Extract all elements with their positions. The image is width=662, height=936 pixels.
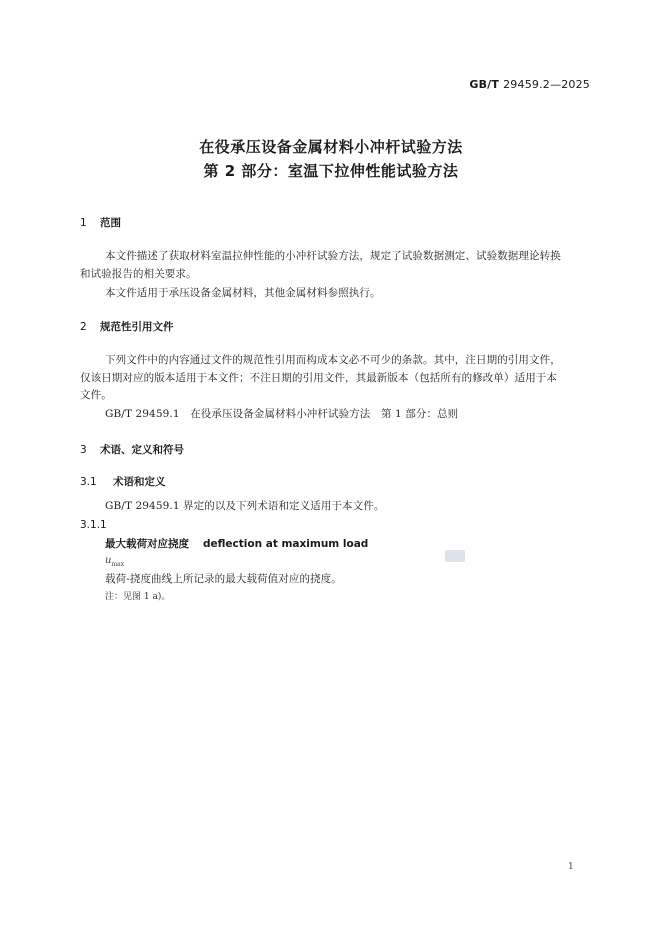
term-definition: 载荷-挠度曲线上所记录的最大载荷值对应的挠度。 [105, 573, 342, 585]
subsection-3-1-title: 术语和定义 [113, 476, 166, 488]
term-english: deflection at maximum load [203, 538, 369, 550]
term-number: 3.1.1 [80, 519, 107, 531]
normative-paragraph-line2: 仅该日期对应的版本适用于本文件；不注日期的引用文件，其最新版本（包括所有的修改单）适用于本 [80, 372, 557, 384]
section-1-heading [80, 215, 121, 230]
section-1-title: 范围 [100, 217, 121, 229]
section-1-number: 1 [80, 217, 87, 229]
section-2-title: 规范性引用文件 [100, 321, 174, 333]
subsection-3-1-number: 3.1 [80, 476, 97, 488]
standard-number [469, 78, 590, 91]
term-symbol-base: u [105, 555, 112, 566]
term-heading [105, 536, 368, 551]
subsection-3-1-heading [80, 474, 166, 489]
scope-paragraph-1-line1: 本文件描述了获取材料室温拉伸性能的小冲杆试验方法，规定了试验数据测定、试验数据理论转换 [105, 250, 561, 262]
scope-paragraph-2: 本文件适用于承压设备金属材料，其他金属材料参照执行。 [105, 287, 381, 299]
section-3-title: 术语、定义和符号 [100, 444, 184, 456]
normative-paragraph-line1: 下列文件中的内容通过文件的规范性引用而构成本文必不可少的条款。其中，注日期的引用文件， [105, 354, 561, 366]
page-number: 1 [568, 862, 574, 872]
watermark-stamp [445, 550, 465, 562]
term-symbol-subscript: max [111, 561, 125, 568]
document-title-line2: 第 2 部分：室温下拉伸性能试验方法 [203, 162, 459, 180]
section-3-number: 3 [80, 444, 87, 456]
terms-intro-paragraph: GB/T 29459.1 界定的以及下列术语和定义适用于本文件。 [105, 500, 385, 512]
document-title-line1: 在役承压设备金属材料小冲杆试验方法 [199, 138, 463, 156]
standard-code: 29459.2—2025 [503, 78, 590, 91]
term-chinese: 最大载荷对应挠度 [105, 538, 189, 550]
normative-paragraph-line3: 文件。 [80, 389, 112, 401]
section-3-heading [80, 442, 184, 457]
scope-paragraph-1-line2: 和试验报告的相关要求。 [80, 268, 197, 280]
standard-prefix: GB/T [469, 78, 500, 91]
term-note: 注：见图 1 a)。 [105, 592, 171, 602]
section-2-heading [80, 319, 174, 334]
normative-reference: GB/T 29459.1 在役承压设备金属材料小冲杆试验方法 第 1 部分：总则 [105, 408, 459, 420]
term-symbol [105, 555, 124, 568]
section-2-number: 2 [80, 321, 87, 333]
